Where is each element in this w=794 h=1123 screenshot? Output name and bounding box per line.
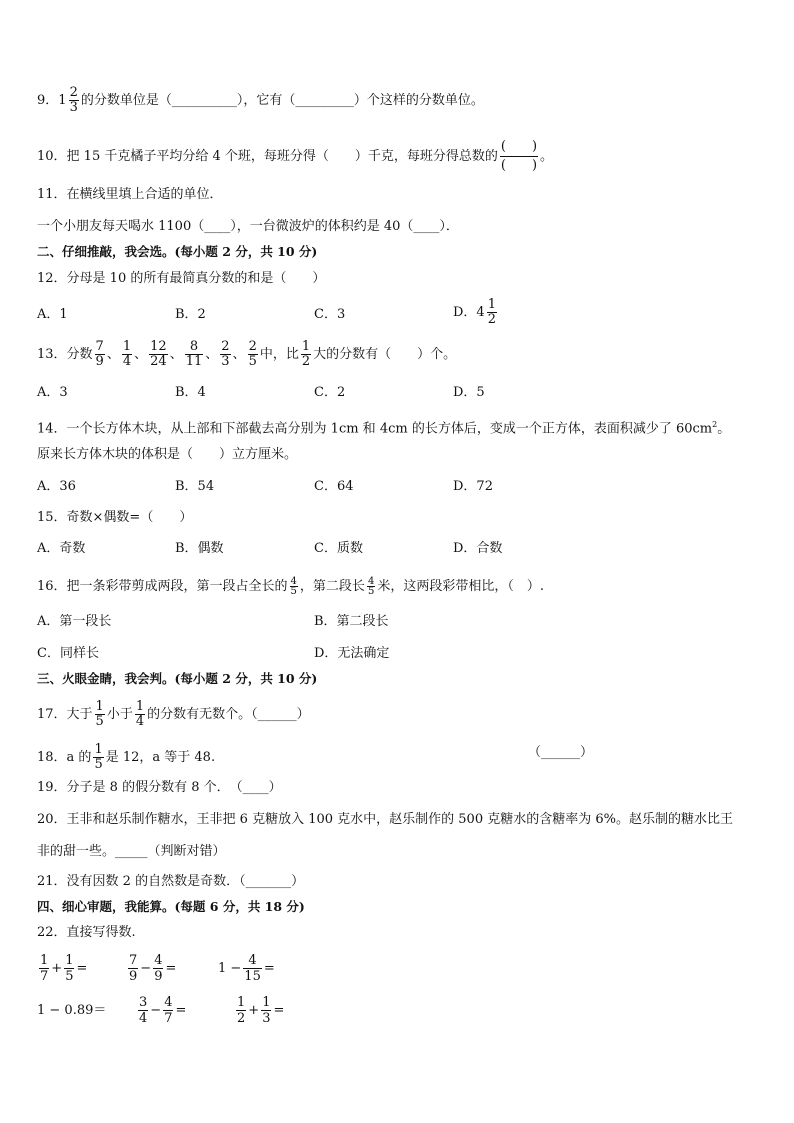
option-b[interactable]: B．偶数 — [175, 541, 224, 556]
question-22-title: 22．直接写得数. — [37, 925, 136, 940]
fraction: $\frac{1}{4}$ — [135, 699, 145, 729]
fraction: $\frac{4}{5}$ — [367, 576, 375, 597]
option-b[interactable]: B．54 — [175, 479, 215, 494]
question-12: 12．分母是 10 的所有最简真分数的和是（ ） — [37, 271, 326, 286]
answer-blank[interactable]: _________ — [295, 93, 354, 108]
calc-item: 1 − 0.89＝ — [37, 1003, 107, 1018]
fraction: $\frac{2}{3}$ — [69, 85, 78, 115]
option-d[interactable]: D．无法确定 — [314, 646, 390, 661]
option-a[interactable]: A．3 — [37, 385, 68, 400]
option-b[interactable]: B．2 — [175, 307, 206, 322]
question-14-line1: 14．一个长方体木块，从上部和下部截去高分别为 1cm 和 4cm 的长方体后，变成一个正方体，表面积减少了 $60cm^2$。 — [37, 420, 731, 437]
section-heading-4: 四、细心审题，我能算。(每题 6 分，共 18 分) — [37, 899, 305, 914]
fraction-blank[interactable]: $\frac{( )}{( )}$ — [500, 139, 538, 173]
question-11-body: 一个小朋友每天喝水 1100（____），一台微波炉的体积约是 40（____）． — [37, 219, 459, 234]
question-13: 13．分数 $\frac{7}{9}$ 、 $\frac{1}{4}$ 、 $\frac{12}{24}$ 、 $\frac{8}{11}$ 、 $\frac{2}{3}$ 、 $\frac{2}{5}$ 中，比 $\frac{1}{2}$ 大的分数有（ ）个。 — [37, 339, 457, 369]
option-a[interactable]: A．1 — [37, 307, 68, 322]
option-d[interactable]: D．5 — [453, 385, 485, 400]
calc-item: $\frac{3}{4}$ − $\frac{4}{7}$ = — [139, 995, 187, 1026]
fraction: $\frac{1}{5}$ — [95, 699, 104, 729]
fraction: $\frac{2}{5}$ — [248, 339, 257, 369]
fraction: $\frac{1}{2}$ — [487, 297, 496, 327]
fraction: $\frac{2}{3}$ — [221, 339, 230, 369]
calc-item: $\frac{1}{7}$ + $\frac{1}{5}$ = — [40, 953, 88, 984]
option-a[interactable]: A．第一段长 — [37, 614, 112, 629]
calc-item: 1 − $\frac{4}{15}$ = — [218, 953, 275, 984]
question-10: 10．把 15 千克橘子平均分给 4 个班，每班分得（ ）千克，每班分得总数的 $\frac{( )}{( )}$ 。 — [37, 139, 554, 173]
calc-item: $\frac{7}{9}$ − $\frac{4}{9}$ = — [129, 953, 177, 984]
option-a[interactable]: A．奇数 — [37, 541, 86, 556]
fraction: $\frac{7}{9}$ — [95, 339, 104, 369]
question-21: 21．没有因数 2 的自然数是奇数．（_______） — [37, 874, 305, 889]
question-9: 9．1 $\frac{2}{3}$ 的分数单位是（__________），它有（_________）个这样的分数单位。 — [37, 85, 484, 115]
option-b[interactable]: B．4 — [175, 385, 206, 400]
mixed-whole: 1 — [58, 92, 67, 108]
option-d[interactable]: D．72 — [453, 479, 493, 494]
section-heading-3: 三、火眼金睛，我会判。(每小题 2 分，共 10 分) — [37, 671, 318, 686]
question-20-line1: 20．王非和赵乐制作糖水，王非把 6 克糖放入 100 克水中，赵乐制作的 500 克糖水的含糖率为 6%。赵乐制的糖水比王 — [37, 812, 733, 827]
fraction: $\frac{1}{2}$ — [301, 339, 311, 369]
option-c[interactable]: C．质数 — [314, 541, 363, 556]
question-17: 17．大于 $\frac{1}{5}$ 小于 $\frac{1}{4}$ 的分数有无数个。（______） — [37, 699, 310, 729]
fraction: $\frac{12}{24}$ — [150, 339, 167, 369]
answer-blank[interactable]: （______） — [528, 745, 594, 760]
option-c[interactable]: C．3 — [314, 307, 346, 322]
section-heading-2: 二、仔细推敲，我会选。(每小题 2 分，共 10 分) — [37, 244, 318, 259]
option-c[interactable]: C．64 — [314, 479, 354, 494]
question-16: 16．把一条彩带剪成两段，第一段占全长的 $\frac{4}{5}$ ，第二段长 $\frac{4}{5}$ 米，这两段彩带相比，（ ）. — [37, 576, 544, 597]
fraction: $\frac{4}{5}$ — [290, 576, 297, 597]
option-a[interactable]: A．36 — [37, 479, 76, 494]
question-20-line2: 非的甜一些。_____（判断对错） — [37, 844, 226, 859]
fraction: $\frac{1}{4}$ — [122, 339, 132, 369]
answer-blank[interactable]: __________ — [171, 93, 237, 108]
question-14-line2: 原来长方体木块的体积是（ ）立方厘米。 — [37, 447, 298, 462]
option-d[interactable]: D．合数 — [453, 541, 503, 556]
question-number: 9． — [37, 93, 59, 108]
fraction: $\frac{1}{5}$ — [94, 742, 103, 772]
fraction: $\frac{8}{11}$ — [185, 339, 203, 369]
question-18: 18．a 的 $\frac{1}{5}$ 是 12，a 等于 48. — [37, 742, 216, 772]
option-d[interactable]: D．4 $\frac{1}{2}$ — [453, 297, 496, 327]
question-11-title: 11．在横线里填上合适的单位． — [37, 187, 223, 202]
option-c[interactable]: C．2 — [314, 385, 346, 400]
question-19: 19．分子是 8 的假分数有 8 个． （____） — [37, 780, 282, 795]
option-c[interactable]: C．同样长 — [37, 646, 99, 661]
question-15: 15．奇数×偶数=（ ） — [37, 510, 193, 525]
option-b[interactable]: B．第二段长 — [314, 614, 389, 629]
calc-item: $\frac{1}{2}$ + $\frac{1}{3}$ = — [237, 995, 285, 1026]
